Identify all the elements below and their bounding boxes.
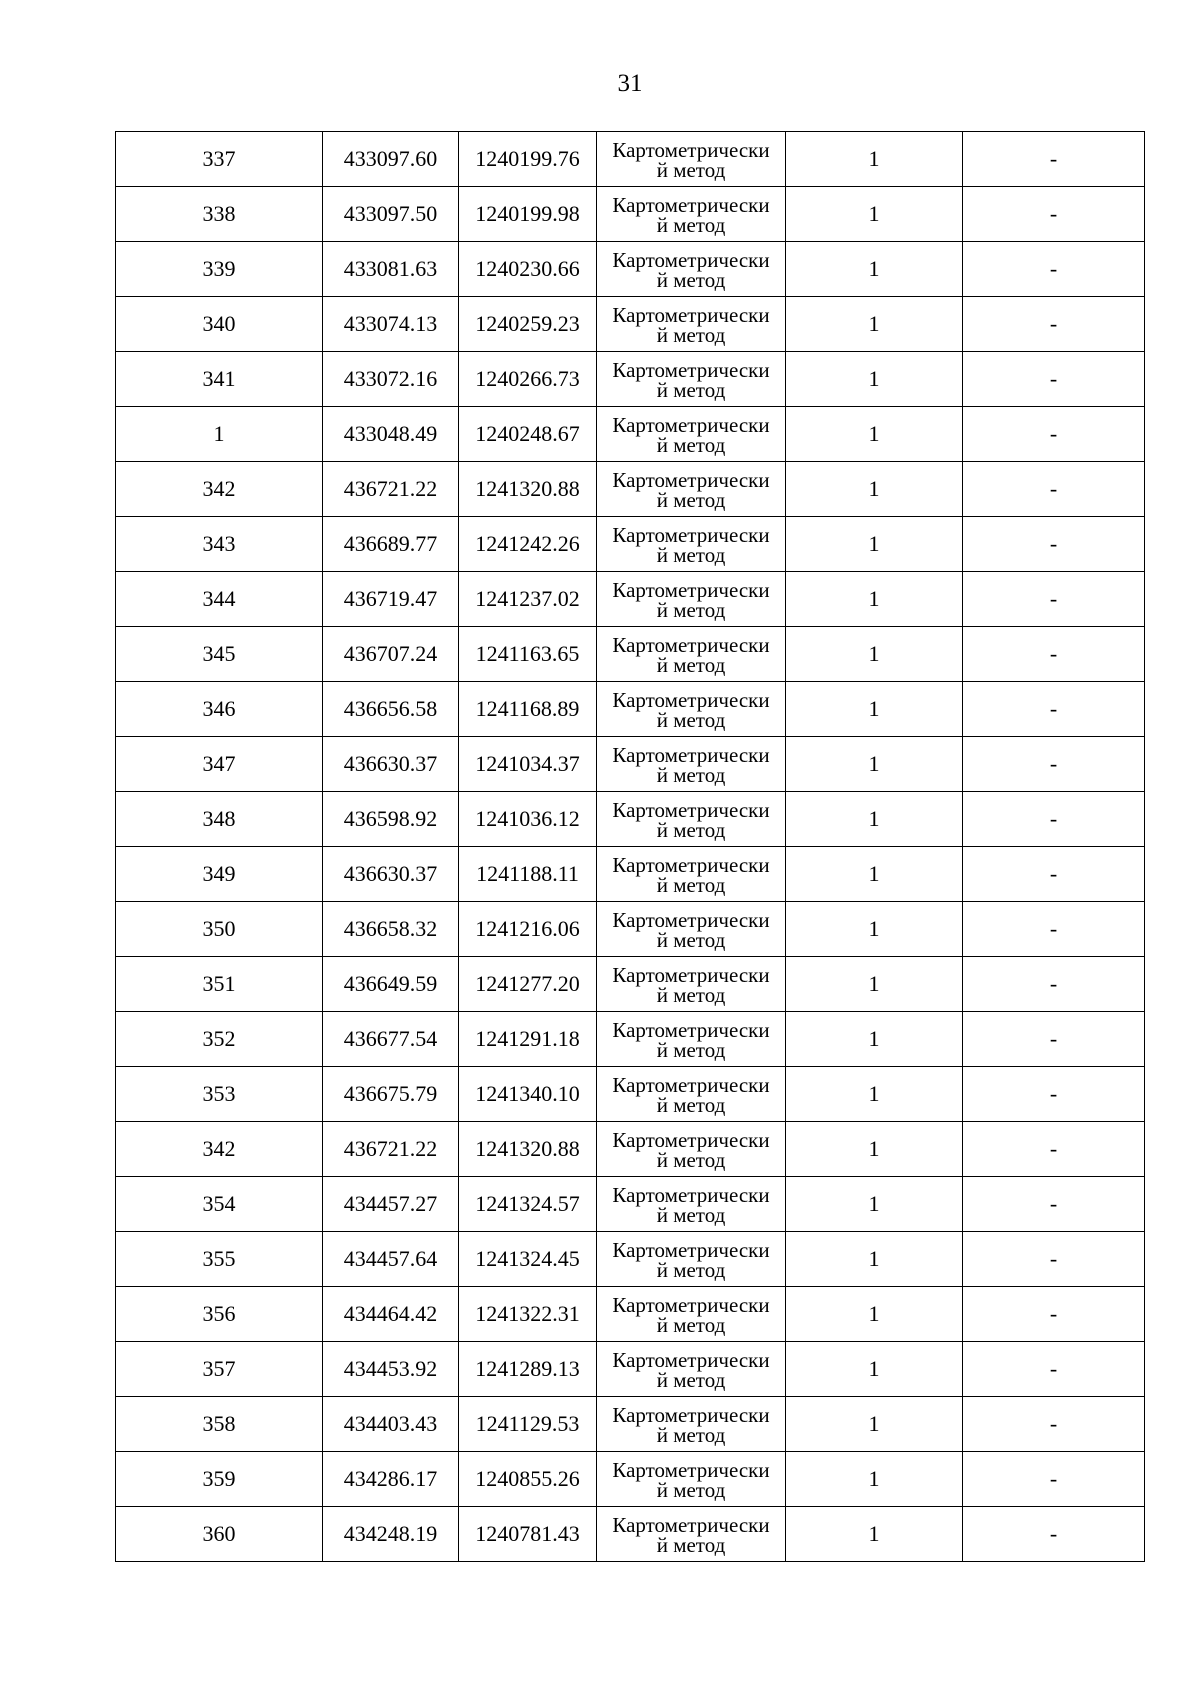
x-coordinate-cell: 436677.54 [323,1012,459,1067]
method-cell [597,1122,786,1177]
point-number-cell: 356 [116,1287,323,1342]
y-coordinate-cell: 1241036.12 [459,792,597,847]
method-text-line-1: Картометрически [612,412,770,437]
y-coordinate-cell: 1241340.10 [459,1067,597,1122]
method-cell [597,1232,786,1287]
table-row [116,187,1145,242]
method-cell [597,462,786,517]
x-coordinate-cell: 436721.22 [323,1122,459,1177]
note-cell: - [963,627,1145,682]
accuracy-cell: 1 [786,297,963,352]
accuracy-cell: 1 [786,462,963,517]
x-coordinate-cell: 433097.60 [323,132,459,187]
point-number-cell: 341 [116,352,323,407]
x-coordinate-cell: 434248.19 [323,1507,459,1562]
method-text-line-1: Картометрически [612,797,770,822]
note-cell: - [963,352,1145,407]
note-cell: - [963,517,1145,572]
y-coordinate-cell: 1240230.66 [459,242,597,297]
point-number-cell: 348 [116,792,323,847]
table-row [116,902,1145,957]
accuracy-cell: 1 [786,1177,963,1232]
table-row [116,407,1145,462]
point-number-cell: 345 [116,627,323,682]
accuracy-cell: 1 [786,1452,963,1507]
method-cell [597,682,786,737]
method-cell [597,1507,786,1562]
y-coordinate-cell: 1240855.26 [459,1452,597,1507]
y-coordinate-cell: 1240199.76 [459,132,597,187]
x-coordinate-cell: 434403.43 [323,1397,459,1452]
accuracy-cell: 1 [786,1287,963,1342]
x-coordinate-cell: 434457.64 [323,1232,459,1287]
method-text-line-1: Картометрически [612,577,770,602]
point-number-cell: 342 [116,1122,323,1177]
method-text-line-1: Картометрически [612,1017,770,1042]
note-cell: - [963,187,1145,242]
method-text-line-1: Картометрически [612,302,770,327]
accuracy-cell: 1 [786,352,963,407]
table-row [116,462,1145,517]
note-cell: - [963,132,1145,187]
x-coordinate-cell: 433072.16 [323,352,459,407]
y-coordinate-cell: 1241320.88 [459,462,597,517]
table-row [116,1507,1145,1562]
method-text-line-1: Картометрически [612,907,770,932]
x-coordinate-cell: 434286.17 [323,1452,459,1507]
method-text-line-1: Картометрически [612,1237,770,1262]
y-coordinate-cell: 1241237.02 [459,572,597,627]
x-coordinate-cell: 436656.58 [323,682,459,737]
point-number-cell: 342 [116,462,323,517]
x-coordinate-cell: 436721.22 [323,462,459,517]
y-coordinate-cell: 1240248.67 [459,407,597,462]
note-cell: - [963,572,1145,627]
point-number-cell: 1 [116,407,323,462]
y-coordinate-cell: 1241289.13 [459,1342,597,1397]
method-text-line-1: Картометрически [612,137,770,162]
note-cell: - [963,242,1145,297]
y-coordinate-cell: 1241242.26 [459,517,597,572]
accuracy-cell: 1 [786,1012,963,1067]
note-cell: - [963,957,1145,1012]
y-coordinate-cell: 1241163.65 [459,627,597,682]
method-text-line-2: й метод [656,1422,726,1447]
accuracy-cell: 1 [786,902,963,957]
point-number-cell: 344 [116,572,323,627]
note-cell: - [963,792,1145,847]
table-row [116,1287,1145,1342]
table-row [116,572,1145,627]
method-text-line-2: й метод [656,1257,726,1282]
table-row [116,517,1145,572]
x-coordinate-cell: 436707.24 [323,627,459,682]
method-text-line-1: Картометрически [612,1127,770,1152]
method-text-line-1: Картометрически [612,1457,770,1482]
x-coordinate-cell: 434453.92 [323,1342,459,1397]
accuracy-cell: 1 [786,407,963,462]
x-coordinate-cell: 436649.59 [323,957,459,1012]
point-number-cell: 338 [116,187,323,242]
method-text-line-2: й метод [656,1147,726,1172]
method-cell [597,737,786,792]
table-row [116,242,1145,297]
method-cell [597,187,786,242]
x-coordinate-cell: 433074.13 [323,297,459,352]
x-coordinate-cell: 436719.47 [323,572,459,627]
x-coordinate-cell: 433097.50 [323,187,459,242]
accuracy-cell: 1 [786,1067,963,1122]
x-coordinate-cell: 436658.32 [323,902,459,957]
y-coordinate-cell: 1241324.45 [459,1232,597,1287]
method-text-line-2: й метод [656,157,726,182]
table-row [116,1397,1145,1452]
method-text-line-2: й метод [656,762,726,787]
table-row [116,682,1145,737]
point-number-cell: 347 [116,737,323,792]
table-row [116,1232,1145,1287]
page-number: 31 [617,70,643,97]
method-text-line-1: Картометрически [612,962,770,987]
method-cell [597,1342,786,1397]
method-text-line-2: й метод [656,982,726,1007]
method-cell [597,1012,786,1067]
method-text-line-1: Картометрически [612,687,770,712]
point-number-cell: 353 [116,1067,323,1122]
y-coordinate-cell: 1240781.43 [459,1507,597,1562]
y-coordinate-cell: 1240199.98 [459,187,597,242]
method-text-line-2: й метод [656,1202,726,1227]
point-number-cell: 358 [116,1397,323,1452]
accuracy-cell: 1 [786,957,963,1012]
note-cell: - [963,682,1145,737]
note-cell: - [963,1012,1145,1067]
x-coordinate-cell: 433048.49 [323,407,459,462]
method-cell [597,1287,786,1342]
accuracy-cell: 1 [786,572,963,627]
method-text-line-2: й метод [656,377,726,402]
method-text-line-2: й метод [656,432,726,457]
method-text-line-1: Картометрически [612,742,770,767]
point-number-cell: 357 [116,1342,323,1397]
method-text-line-1: Картометрически [612,522,770,547]
method-cell [597,1452,786,1507]
x-coordinate-cell: 434464.42 [323,1287,459,1342]
coordinates-table [115,131,1145,1562]
method-cell [597,957,786,1012]
note-cell: - [963,737,1145,792]
table-row [116,1012,1145,1067]
note-cell: - [963,847,1145,902]
method-cell [597,407,786,462]
y-coordinate-cell: 1240259.23 [459,297,597,352]
method-text-line-1: Картометрически [612,357,770,382]
coordinates-table-body [116,132,1145,1562]
method-cell [597,572,786,627]
method-cell [597,517,786,572]
point-number-cell: 350 [116,902,323,957]
table-row [116,1067,1145,1122]
accuracy-cell: 1 [786,1232,963,1287]
table-row [116,1342,1145,1397]
table-row [116,737,1145,792]
table-row [116,847,1145,902]
y-coordinate-cell: 1241320.88 [459,1122,597,1177]
method-text-line-2: й метод [656,872,726,897]
method-text-line-2: й метод [656,1312,726,1337]
method-text-line-2: й метод [656,487,726,512]
y-coordinate-cell: 1241188.11 [459,847,597,902]
note-cell: - [963,1232,1145,1287]
accuracy-cell: 1 [786,682,963,737]
method-text-line-1: Картометрически [612,467,770,492]
point-number-cell: 346 [116,682,323,737]
method-text-line-2: й метод [656,1092,726,1117]
point-number-cell: 337 [116,132,323,187]
table-row [116,132,1145,187]
point-number-cell: 340 [116,297,323,352]
method-text-line-1: Картометрически [612,1347,770,1372]
y-coordinate-cell: 1241322.31 [459,1287,597,1342]
method-cell [597,847,786,902]
point-number-cell: 354 [116,1177,323,1232]
point-number-cell: 352 [116,1012,323,1067]
accuracy-cell: 1 [786,737,963,792]
y-coordinate-cell: 1241291.18 [459,1012,597,1067]
x-coordinate-cell: 436630.37 [323,737,459,792]
point-number-cell: 339 [116,242,323,297]
note-cell: - [963,1452,1145,1507]
table-row [116,1452,1145,1507]
accuracy-cell: 1 [786,517,963,572]
note-cell: - [963,1342,1145,1397]
method-text-line-1: Картометрически [612,1072,770,1097]
method-cell [597,902,786,957]
note-cell: - [963,297,1145,352]
method-text-line-2: й метод [656,267,726,292]
method-text-line-1: Картометрически [612,247,770,272]
accuracy-cell: 1 [786,242,963,297]
method-cell [597,352,786,407]
y-coordinate-cell: 1241168.89 [459,682,597,737]
method-text-line-1: Картометрически [612,1182,770,1207]
accuracy-cell: 1 [786,132,963,187]
x-coordinate-cell: 436689.77 [323,517,459,572]
accuracy-cell: 1 [786,1122,963,1177]
method-cell [597,297,786,352]
accuracy-cell: 1 [786,1342,963,1397]
x-coordinate-cell: 436630.37 [323,847,459,902]
method-text-line-1: Картометрически [612,1402,770,1427]
method-cell [597,1397,786,1452]
method-text-line-1: Картометрически [612,852,770,877]
y-coordinate-cell: 1240266.73 [459,352,597,407]
accuracy-cell: 1 [786,627,963,682]
note-cell: - [963,1287,1145,1342]
x-coordinate-cell: 436598.92 [323,792,459,847]
method-cell [597,242,786,297]
accuracy-cell: 1 [786,1397,963,1452]
point-number-cell: 351 [116,957,323,1012]
method-text-line-2: й метод [656,212,726,237]
y-coordinate-cell: 1241277.20 [459,957,597,1012]
method-text-line-1: Картометрически [612,1512,770,1537]
x-coordinate-cell: 436675.79 [323,1067,459,1122]
accuracy-cell: 1 [786,792,963,847]
method-cell [597,1177,786,1232]
method-text-line-2: й метод [656,817,726,842]
method-text-line-1: Картометрически [612,632,770,657]
note-cell: - [963,902,1145,957]
accuracy-cell: 1 [786,1507,963,1562]
y-coordinate-cell: 1241216.06 [459,902,597,957]
table-row [116,627,1145,682]
method-cell [597,792,786,847]
note-cell: - [963,1177,1145,1232]
table-row [116,1177,1145,1232]
note-cell: - [963,1067,1145,1122]
method-text-line-2: й метод [656,707,726,732]
method-cell [597,627,786,682]
point-number-cell: 360 [116,1507,323,1562]
method-text-line-2: й метод [656,1367,726,1392]
method-cell [597,1067,786,1122]
point-number-cell: 359 [116,1452,323,1507]
method-text-line-2: й метод [656,1477,726,1502]
note-cell: - [963,407,1145,462]
note-cell: - [963,1397,1145,1452]
y-coordinate-cell: 1241324.57 [459,1177,597,1232]
y-coordinate-cell: 1241129.53 [459,1397,597,1452]
x-coordinate-cell: 433081.63 [323,242,459,297]
note-cell: - [963,1507,1145,1562]
table-row [116,297,1145,352]
method-text-line-1: Картометрически [612,192,770,217]
table-row [116,957,1145,1012]
method-text-line-2: й метод [656,597,726,622]
y-coordinate-cell: 1241034.37 [459,737,597,792]
point-number-cell: 343 [116,517,323,572]
point-number-cell: 349 [116,847,323,902]
accuracy-cell: 1 [786,187,963,242]
method-text-line-1: Картометрически [612,1292,770,1317]
method-cell [597,132,786,187]
table-row [116,1122,1145,1177]
method-text-line-2: й метод [656,322,726,347]
table-row [116,792,1145,847]
table-row [116,352,1145,407]
accuracy-cell: 1 [786,847,963,902]
method-text-line-2: й метод [656,1532,726,1557]
note-cell: - [963,1122,1145,1177]
note-cell: - [963,462,1145,517]
method-text-line-2: й метод [656,652,726,677]
method-text-line-2: й метод [656,542,726,567]
method-text-line-2: й метод [656,927,726,952]
method-text-line-2: й метод [656,1037,726,1062]
x-coordinate-cell: 434457.27 [323,1177,459,1232]
point-number-cell: 355 [116,1232,323,1287]
